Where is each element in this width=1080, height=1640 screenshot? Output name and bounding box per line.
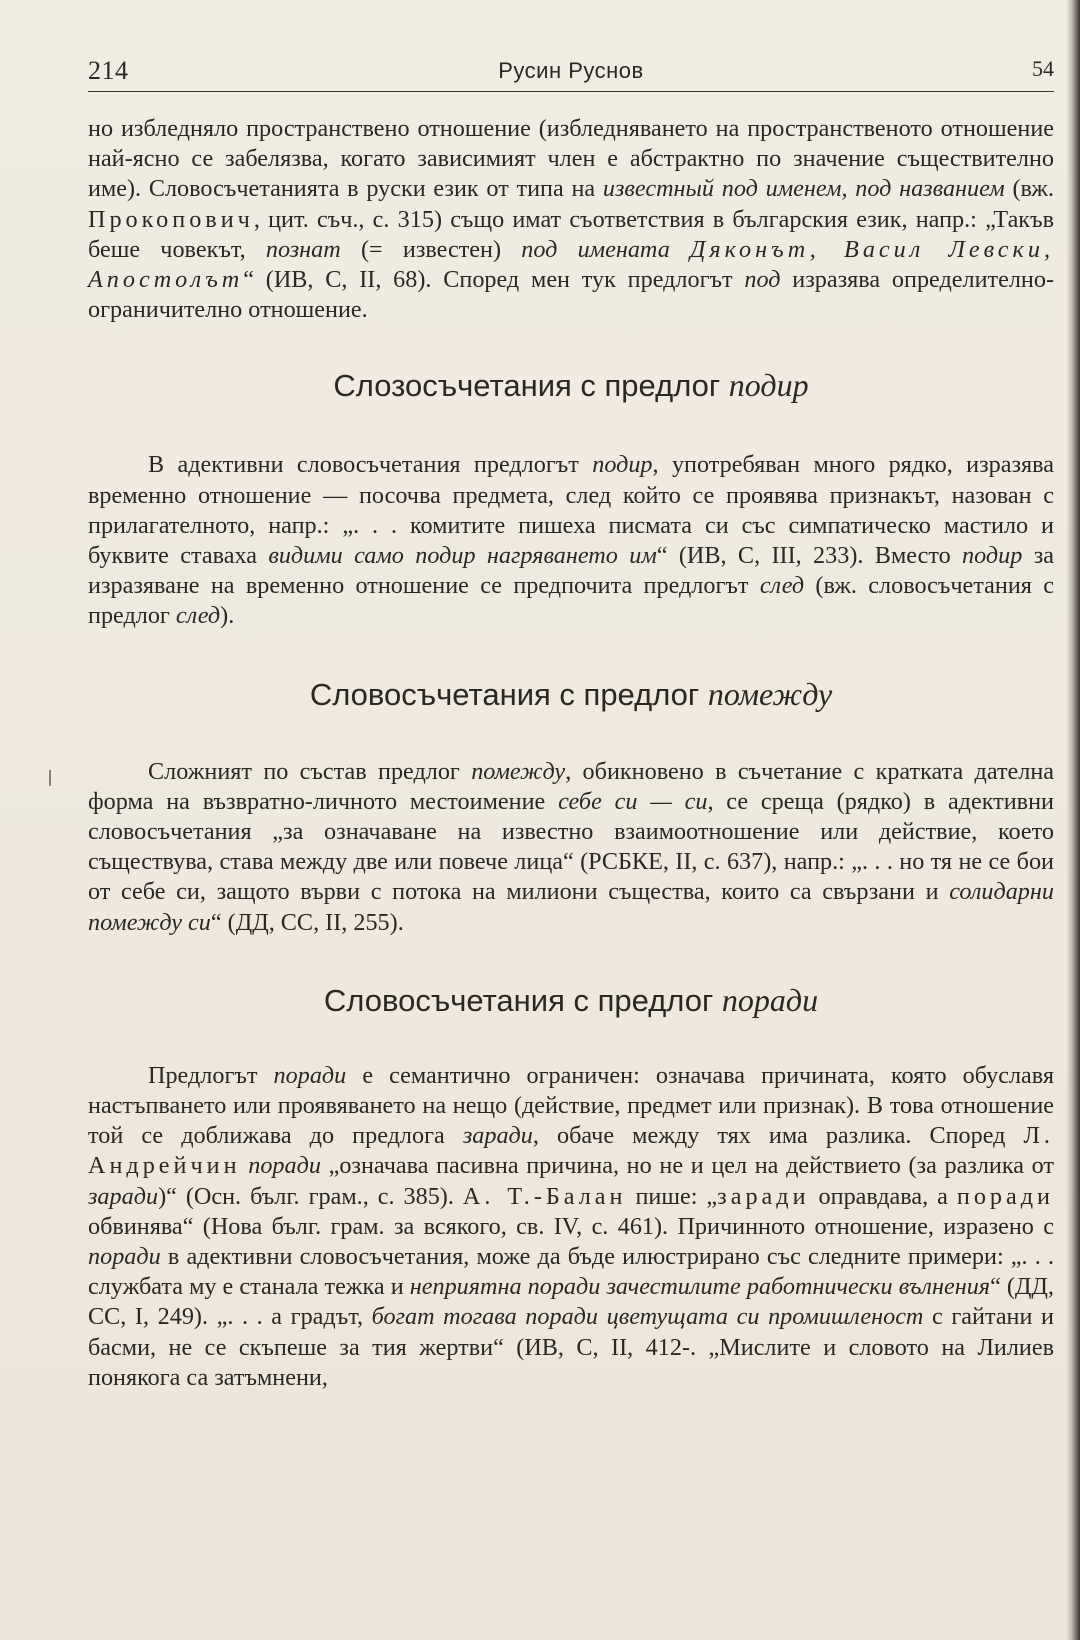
section-paragraph-podir: В адективни словосъчетания предлогът подир, употребяван много рядко, изразява временно отношение — посочва предмета, след който се проявява признакът, назован с прилагателното, напр.: „. . . комитите пишеха писмата си със симпатическо мастило и буквите ставаха видими само подир нагряването им“ (ИВ, С, III, 233). Вместо подир за изразяване на временно отношение се предпочита предлогът след (вж. словосъчетания с предлог след). [88, 451, 1055, 630]
section-number: 54 [1032, 56, 1054, 81]
section-paragraph-poradi: Предлогът поради е семантично ограничен: означава причината, която обуславя настъпването или проявяването на нещо (действие, предмет или признак). В това отношение той се доближава до предлога заради, обаче между тях има разлика. Според Л. Андрейчин поради „означава пасивна причина, но не и цел на действието (за разлика от заради)“ (Осн. бълг. грам., с. 385). А. Т.-Балан пише: „заради оправдава, а поради обвинява“ (Нова бълг. грам. за всякого, св. IV, с. 461). Причинното отношение, изразено с поради в адективни словосъчетания, може да бъде илюстрирано със следните примери: „. . . службата му е станала тежка и неприятна поради зачестилите работнически вълнения“ (ДД, СС, I, 249). „. . . а градът, богат тогава поради цветущата си промишленост с гайтани и басми, не се скъпеше за тия жертви“ (ИВ, С, II, 412-. „Мислите и словото на Лилиев понякога са затъмнени, [88, 1061, 1055, 1391]
page-number: 214 [88, 56, 129, 85]
running-title: Русин Руснов [498, 58, 644, 83]
body-text [88, 114, 1054, 1393]
section-heading-poradi: Словосъчетания с предлог поради [323, 981, 819, 1018]
intro-paragraph: но избледняло пространствено отношение (избледняването на пространственото отношение най-ясно се забелязва, когато зависимият член е абстрактно по значение съществително име). Словосъчетанията в руски език от типа на известный под именем, под названием (вж. Прокопович, цит. съч., с. 315) също имат съответствия в българския език, напр.: „Такъв беше човекът, познат (= известен) под имената Дяконът, Васил Левски, Апостолът“ (ИВ, С, II, 68). Според мен тук предлогът под изразява определително-ограничително отношение. [88, 115, 1054, 324]
header-rule [88, 91, 1054, 92]
margin-mark [49, 770, 51, 786]
running-header [88, 52, 1054, 90]
section-heading-pomezhdu: Словосъчетания с предлог помежду [309, 675, 833, 712]
page-edge-shadow [1066, 0, 1080, 1640]
section-paragraph-pomezhdu: Сложният по състав предлог помежду, обикновено в съчетание с кратката дателна форма на възвратно-личното местоимение себе си — си, се среща (рядко) в адективни словосъчетания „за означаване на известно взаимоотношение или действие, което съществува, става между две или повече лица“ (РСБКЕ, II, с. 637), напр.: „. . . но тя не се бои от себе си, защото върви с потока на милиони същества, които са свързани и солидарни помежду си“ (ДД, СС, II, 255). [88, 757, 1054, 936]
section-heading-podir: Слозосъчетания с предлог подир [333, 367, 809, 404]
